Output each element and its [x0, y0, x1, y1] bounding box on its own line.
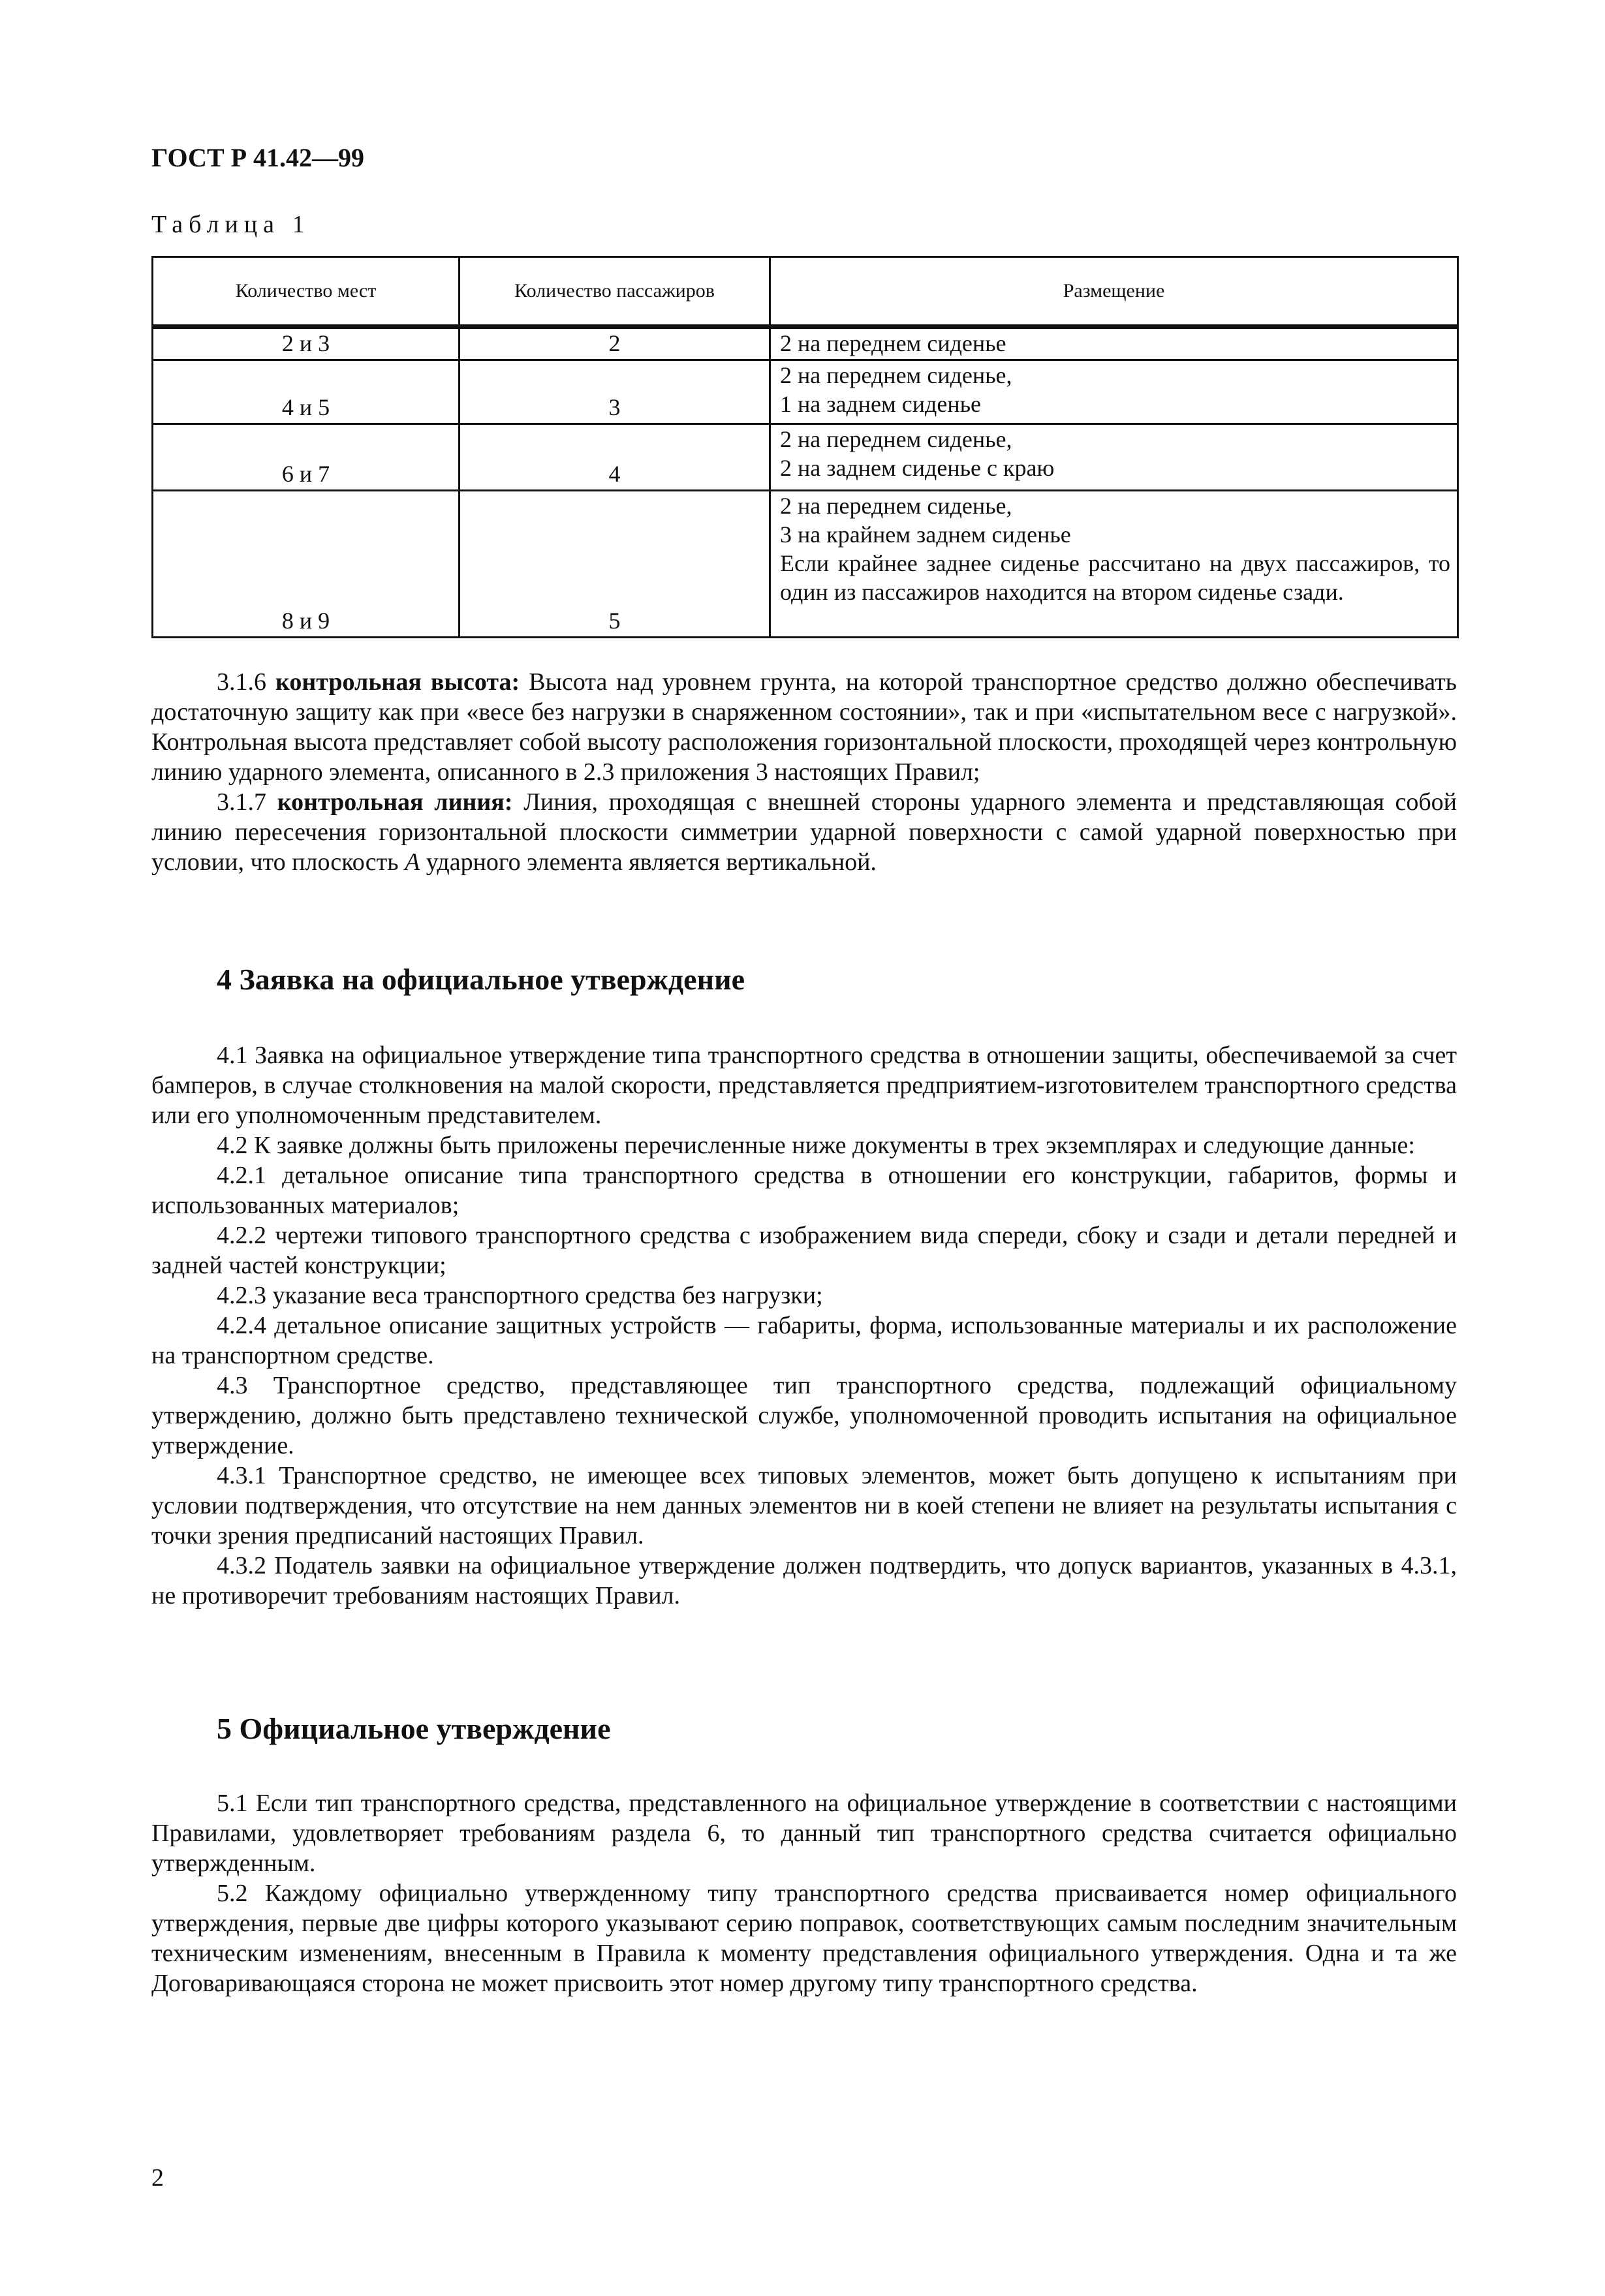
paragraph: 4.2 К заявке должны быть приложены перечисленные ниже документы в трех экземплярах и следующие данные:: [217, 1132, 1415, 1159]
table-row: [153, 491, 1458, 638]
section-5-heading: 5 Официальное утверждение: [217, 1712, 611, 1745]
table-row: [153, 360, 1458, 424]
column-header-seats: Количество мест: [153, 257, 460, 327]
placement-line: 2 на переднем сиденье,: [780, 426, 1012, 452]
section-4-body: [151, 1040, 1457, 1611]
paragraph: 4.2.3 указание веса транспортного средства без нагрузки;: [217, 1282, 823, 1309]
clause-3-1-7: [151, 787, 1457, 877]
passengers-cell: 2: [460, 327, 770, 360]
definitions-block: [151, 667, 1457, 877]
clause-number: 3.1.7: [217, 788, 266, 816]
placement-line: 3 на крайнем заднем сиденье: [780, 521, 1071, 548]
paragraph: 4.3 Транспортное средство, представляющее тип транспортного средства, подлежащий официальному утверждению, должно быть представлено технической службе, уполномоченной проводить испытания на официальное утверждение.: [151, 1372, 1457, 1459]
clause-3-1-6: [151, 667, 1457, 787]
paragraph: 4.3.1 Транспортное средство, не имеющее всех типовых элементов, может быть допущено к испытаниям при условии подтверждения, что отсутствие на нем данных элементов ни в коей степени не влияет на результаты испытания с точки зрения предписаний настоящих Правил.: [151, 1462, 1457, 1549]
seats-cell: 4 и 5: [153, 360, 460, 424]
table-header-row: [153, 257, 1458, 327]
clause-term: контрольная линия:: [277, 788, 513, 816]
passengers-cell: 4: [460, 424, 770, 491]
seats-cell: 8 и 9: [153, 491, 460, 638]
paragraph: 4.2.2 чертежи типового транспортного средства с изображением вида спереди, сбоку и сзади и детали передней и задней частей конструкции;: [151, 1222, 1457, 1279]
placement-line: 2 на переднем сиденье: [780, 330, 1006, 356]
section-4-heading: 4 Заявка на официальное утверждение: [217, 963, 745, 996]
paragraph: 4.2.4 детальное описание защитных устройств — габариты, форма, использованные материалы и их расположение на транспортном средстве.: [151, 1312, 1457, 1369]
table-row: [153, 424, 1458, 491]
placement-cell: [770, 424, 1458, 491]
placement-cell: [770, 491, 1458, 638]
table-row: [153, 327, 1458, 360]
page-number: 2: [151, 2164, 164, 2192]
plane-symbol: А: [405, 848, 420, 876]
paragraph: 4.3.2 Податель заявки на официальное утверждение должен подтвердить, что допуск вариантов, указанных в 4.3.1, не противоречит требованиям настоящих Правил.: [151, 1552, 1457, 1609]
column-header-placement: Размещение: [770, 257, 1458, 327]
placement-line: 2 на переднем сиденье,: [780, 362, 1012, 388]
passengers-cell: 5: [460, 491, 770, 638]
seats-cell: 2 и 3: [153, 327, 460, 360]
placement-note: Если крайнее заднее сиденье рассчитано на двух пассажиров, то один из пассажиров находится на втором сиденье сзади.: [780, 550, 1450, 605]
placement-cell: [770, 360, 1458, 424]
passengers-cell: 3: [460, 360, 770, 424]
paragraph: 5.2 Каждому официально утвержденному типу транспортного средства присваивается номер официального утверждения, первые две цифры которого указывают серию поправок, соответствующих самым последним значительным техническим изменениям, внесенным в Правила к моменту представления официального утверждения. Одна и та же Договаривающаяся сторона не может присвоить этот номер другому типу транспортного средства.: [151, 1880, 1457, 1997]
clause-term: контрольная высота:: [275, 668, 520, 696]
clause-text: Линия, проходящая с внешней стороны ударного элемента и представляющая собой линию пересечения горизонтальной плоскости симметрии ударной поверхности с самой ударной поверхностью при условии, что плоскость: [151, 788, 1457, 876]
placement-cell: [770, 327, 1458, 360]
paragraph: 4.1 Заявка на официальное утверждение типа транспортного средства в отношении защиты, обеспечиваемой за счет бамперов, в случае столкновения на малой скорости, представляется предприятием-изготовителем транспортного средства или его уполномоченным представителем.: [151, 1042, 1457, 1129]
table-caption: Таблица 1: [151, 211, 311, 238]
table: [151, 256, 1459, 638]
passenger-table: [151, 256, 1457, 638]
clause-text: ударного элемента является вертикальной.: [426, 848, 877, 876]
paragraph: 4.2.1 детальное описание типа транспортного средства в отношении его конструкции, габаритов, формы и использованных материалов;: [151, 1162, 1457, 1219]
clause-number: 3.1.6: [217, 668, 266, 696]
section-5-body: [151, 1788, 1457, 1998]
document-number: ГОСТ Р 41.42—99: [151, 143, 365, 172]
placement-line: 2 на переднем сиденье,: [780, 493, 1012, 519]
placement-line: 1 на заднем сиденье: [780, 391, 981, 417]
paragraph: 5.1 Если тип транспортного средства, представленного на официальное утверждение в соответствии с настоящими Правилами, удовлетворяет требованиям раздела 6, то данный тип транспортного средства считается официально утвержденным.: [151, 1790, 1457, 1877]
column-header-passengers: Количество пассажиров: [460, 257, 770, 327]
seats-cell: 6 и 7: [153, 424, 460, 491]
clause-text: Высота над уровнем грунта, на которой транспортное средство должно обеспечивать достаточную защиту как при «весе без нагрузки в снаряженном состоянии», так и при «испытательном весе с нагрузкой». Контрольная высота представляет собой высоту расположения горизонтальной плоскости, проходящей через контрольную линию ударного элемента, описанного в 2.3 приложения 3 настоящих Правил;: [151, 668, 1457, 786]
placement-line: 2 на заднем сиденье с краю: [780, 455, 1055, 481]
